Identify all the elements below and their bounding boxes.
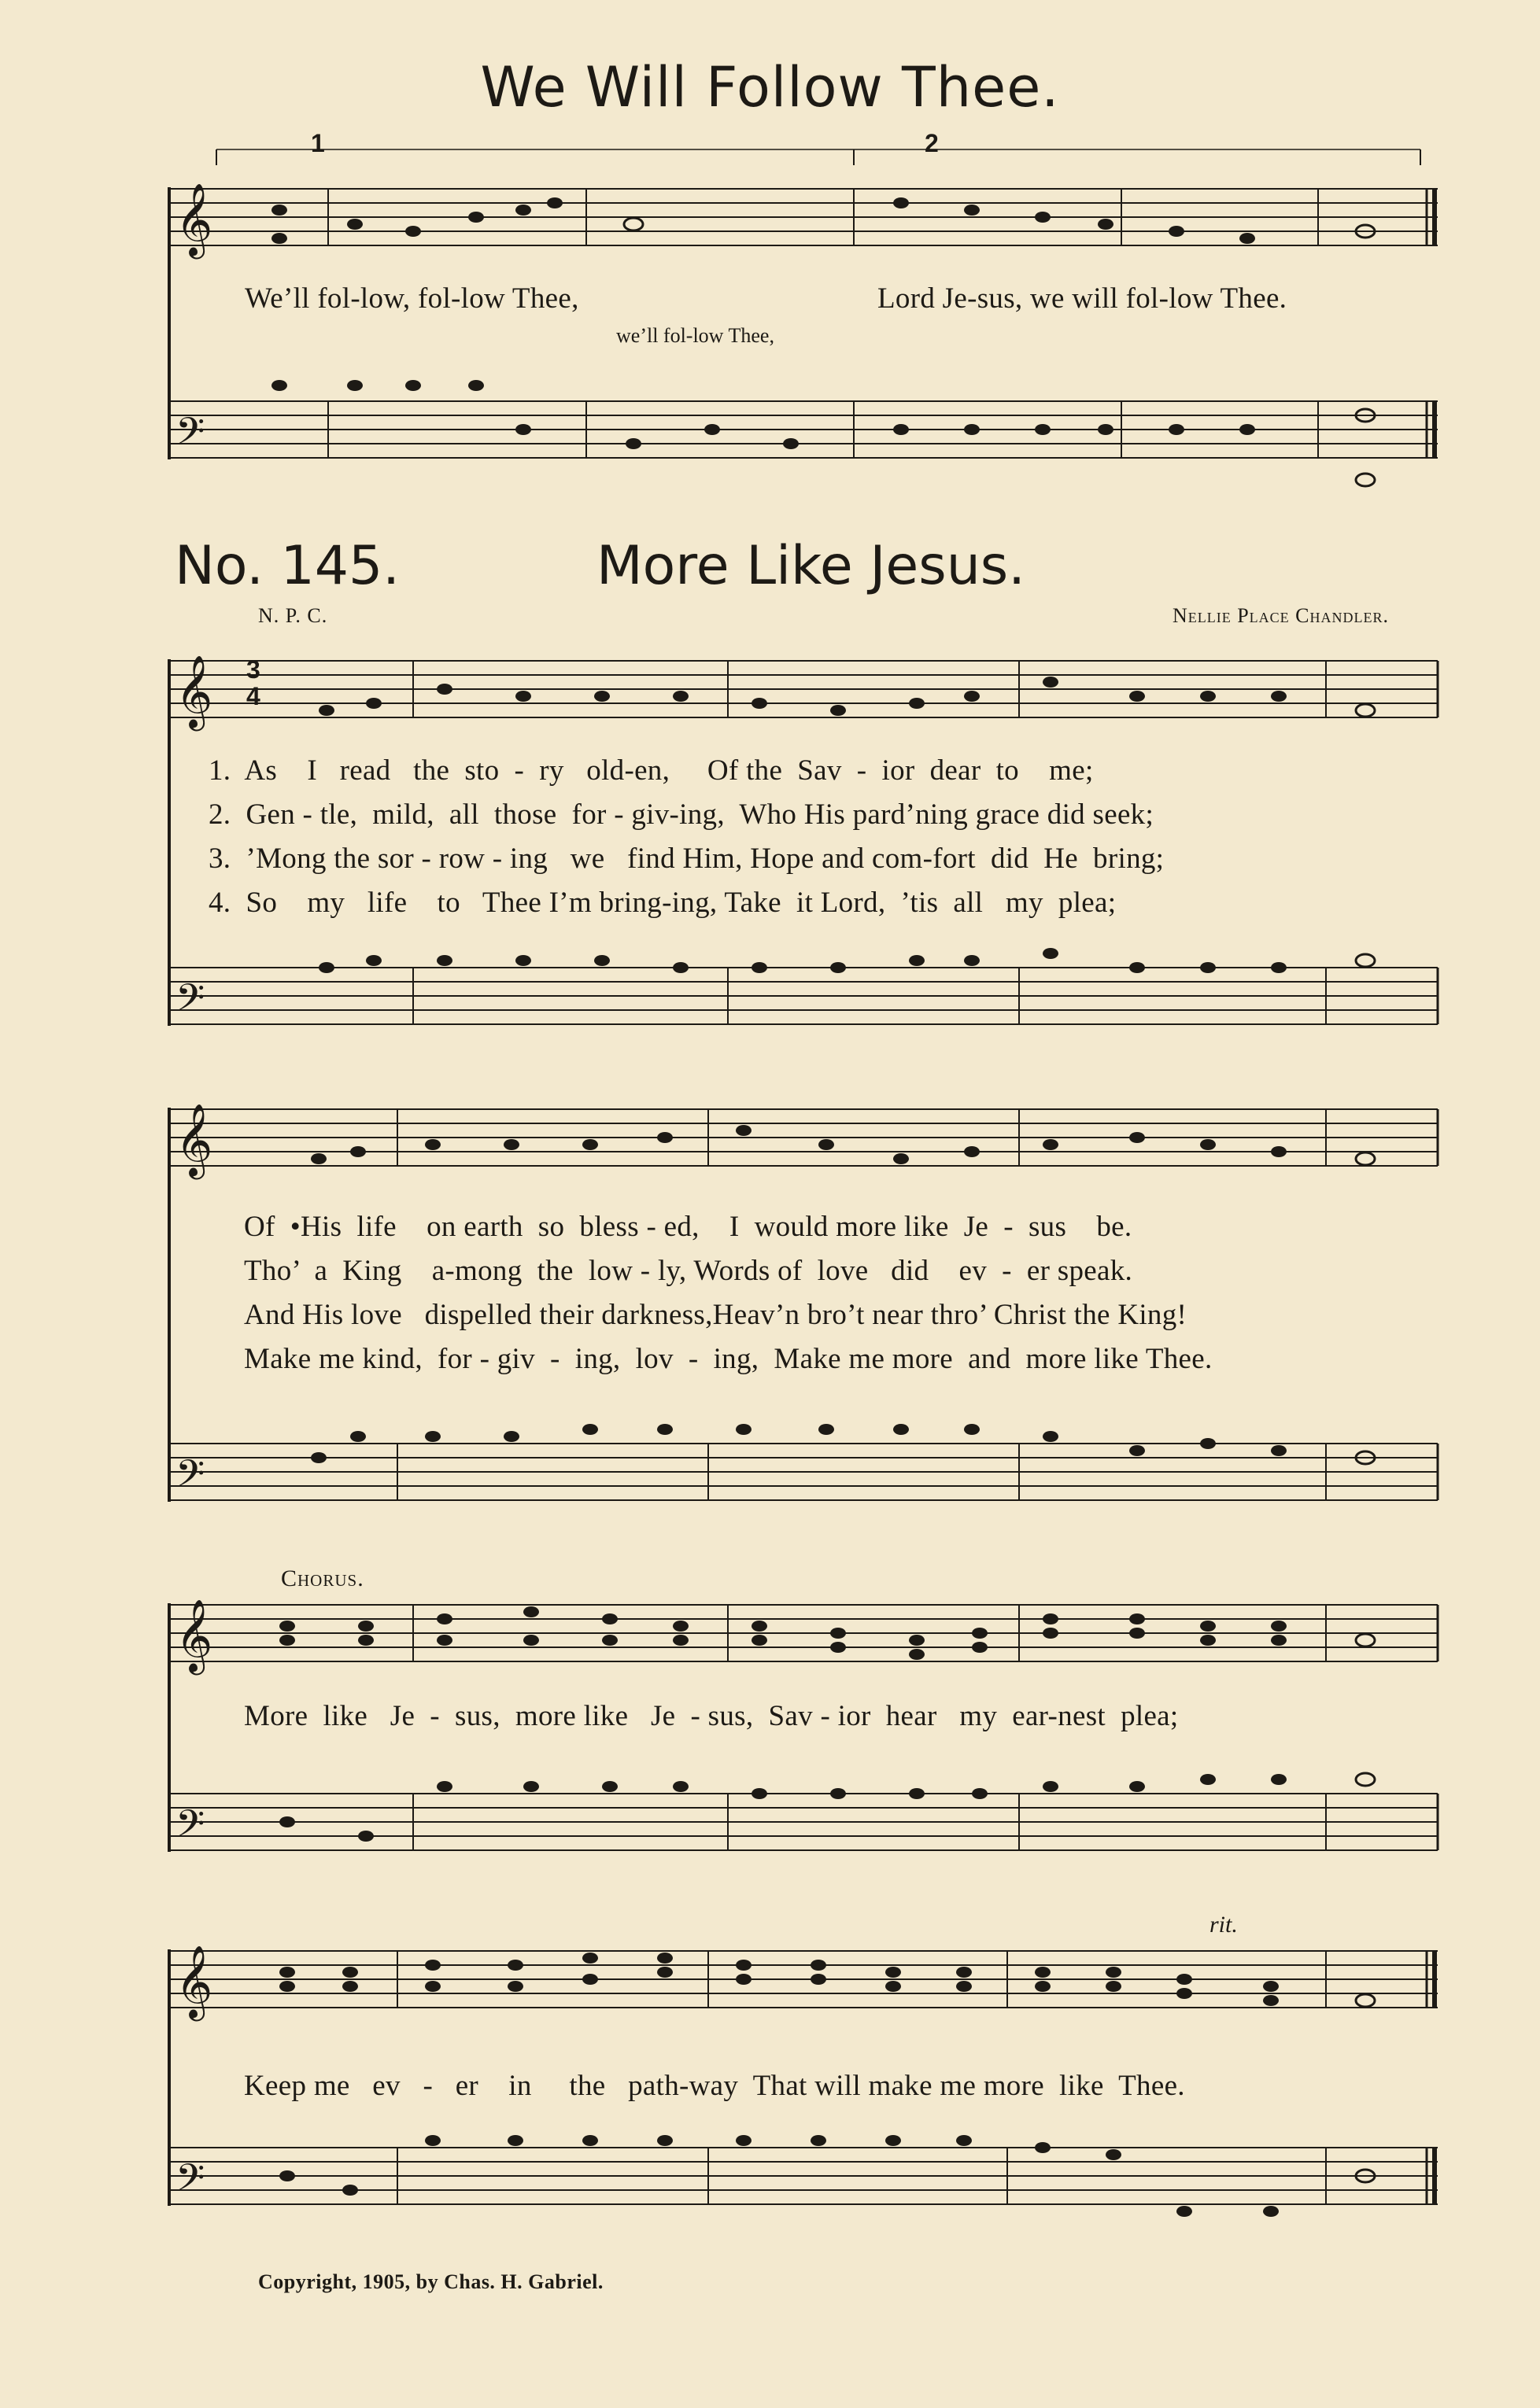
copyright-notice: Copyright, 1905, by Chas. H. Gabriel. <box>258 2270 604 2293</box>
top-lyric-part1: We’ll fol-low, fol-low Thee, <box>245 282 579 315</box>
first-ending-marker: 1 <box>311 129 325 157</box>
verse-4-line-a: 4. So my life to Thee I’m bring-ing, Take it Lord, ’tis all my plea; <box>209 887 1117 919</box>
chorus-line-1: More like Je - sus, more like Je - sus, Sav - ior hear my ear-nest plea; <box>244 1700 1179 1732</box>
song-title-top: We Will Follow Thee. <box>480 55 1060 120</box>
verse-2-line-a: 2. Gen - tle, mild, all those for - giv-ing, Who His pard’ning grace did seek; <box>209 798 1154 831</box>
staff-system-top <box>161 129 1440 496</box>
svg-text:𝄢: 𝄢 <box>175 2155 205 2209</box>
verse-1-line-b: Of •His life on earth so bless - ed, I would more like Je - sus be. <box>244 1211 1132 1243</box>
svg-text:𝄞: 𝄞 <box>175 183 213 256</box>
tempo-marking-rit: rit. <box>1209 1912 1238 1938</box>
svg-text:𝄢: 𝄢 <box>175 975 205 1029</box>
author-credit: Nellie Place Chandler. <box>1172 604 1389 627</box>
verse-1-line-a: 1. As I read the sto - ry old-en, Of the Sav - ior dear to me; <box>209 754 1094 787</box>
staff-system-chorus-1 <box>161 1565 1440 1904</box>
svg-text:𝄞: 𝄞 <box>175 1945 213 2018</box>
chorus-label: Chorus. <box>281 1565 364 1591</box>
svg-text:𝄢: 𝄢 <box>175 1801 205 1855</box>
words-credit: N. P. C. <box>258 604 328 627</box>
staff-lines-chorus-1 <box>161 1565 1440 1904</box>
svg-text:𝄢: 𝄢 <box>175 409 205 463</box>
svg-text:𝄢: 𝄢 <box>175 1451 205 1505</box>
time-signature-top: 3 <box>246 655 260 684</box>
time-signature-bottom: 4 <box>246 682 260 710</box>
top-lyric-part2: Lord Je-sus, we will fol-low Thee. <box>877 282 1287 315</box>
second-ending-marker: 2 <box>925 129 939 157</box>
chorus-line-2: Keep me ev - er in the path-way That will make me more like Thee. <box>244 2070 1185 2102</box>
staff-system-chorus-2 <box>161 1912 1440 2242</box>
verse-3-line-b: And His love dispelled their darkness,Heav’n bro’t near thro’ Christ the King! <box>244 1299 1187 1331</box>
top-echo-lyric: we’ll fol-low Thee, <box>616 324 774 347</box>
verse-2-line-b: Tho’ a King a-mong the low - ly, Words of love did ev - er speak. <box>244 1255 1133 1287</box>
svg-text:𝄞: 𝄞 <box>175 1599 213 1672</box>
hymn-title: More Like Jesus. <box>596 535 1025 597</box>
staff-system-verse-1 <box>161 637 1440 1054</box>
svg-text:𝄞: 𝄞 <box>175 1103 213 1176</box>
svg-text:𝄞: 𝄞 <box>175 655 213 728</box>
verse-3-line-a: 3. ’Mong the sor - row - ing we find Him, Hope and com-fort did He bring; <box>209 843 1165 875</box>
verse-4-line-b: Make me kind, for - giv - ing, lov - ing, Make me more and more like Thee. <box>244 1343 1213 1375</box>
time-signature <box>246 656 260 710</box>
staff-system-verse-2 <box>161 1086 1440 1526</box>
hymn-number: No. 145. <box>175 535 400 597</box>
